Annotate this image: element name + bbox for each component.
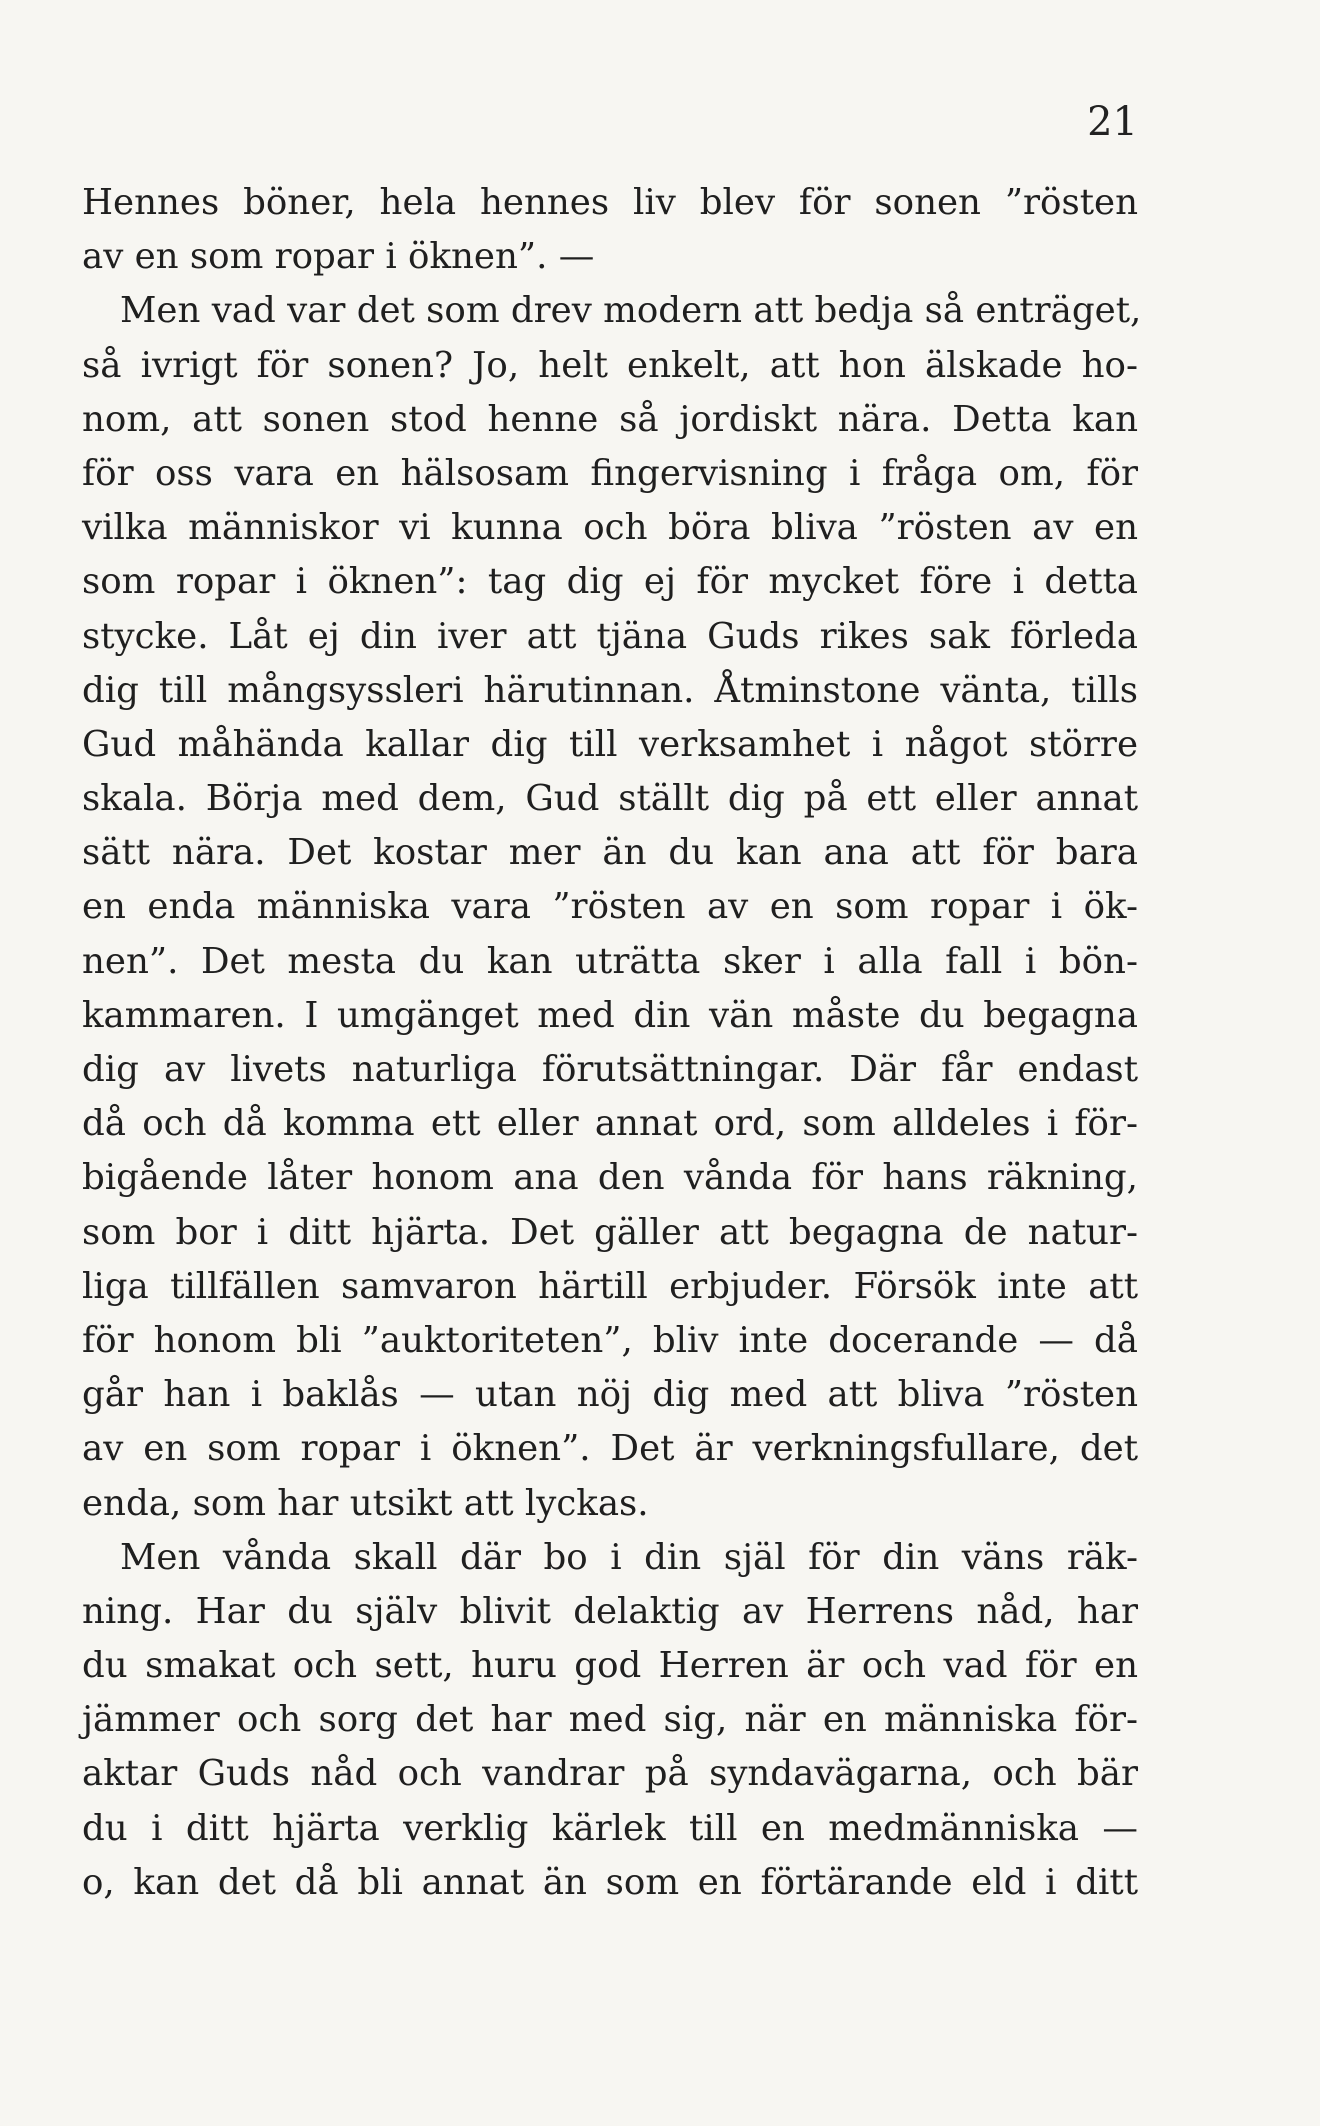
text-line: Gud måhända kallar dig till verksamhet i något större bbox=[82, 723, 1138, 765]
text-line: du i ditt hjärta verklig kärlek till en medmänniska — bbox=[82, 1807, 1138, 1849]
text-line: så ivrigt för sonen? Jo, helt enkelt, att hon älskade ho- bbox=[82, 344, 1138, 386]
text-line: enda, som har utsikt att lyckas. bbox=[82, 1482, 649, 1524]
text-line: aktar Guds nåd och vandrar på syndavägarna, och bär bbox=[82, 1753, 1138, 1795]
body-text bbox=[82, 176, 1142, 1910]
text-line: ning. Har du själv blivit delaktig av Herrens nåd, har bbox=[82, 1590, 1138, 1632]
text-line: för oss vara en hälsosam fingervisning i fråga om, för bbox=[82, 452, 1138, 494]
text-line: Men vad var det som drev modern att bedja så enträget, bbox=[120, 290, 1142, 332]
text-line: av en som ropar i öknen”. Det är verkningsfullare, det bbox=[82, 1428, 1138, 1470]
text-line: nen”. Det mesta du kan uträtta sker i alla fall i bön- bbox=[82, 940, 1138, 982]
text-line: bigående låter honom ana den vånda för hans räkning, bbox=[82, 1157, 1138, 1199]
text-line: för honom bli ”auktoriteten”, bliv inte docerande — då bbox=[82, 1319, 1138, 1361]
text-line: dig av livets naturliga förutsättningar. Där får endast bbox=[82, 1049, 1138, 1090]
text-line: du smakat och sett, huru god Herren är och vad för en bbox=[82, 1645, 1138, 1687]
text-line: dig till mångsyssleri härutinnan. Åtminstone vänta, tills bbox=[82, 669, 1138, 711]
text-line: en enda människa vara ”rösten av en som ropar i ök- bbox=[82, 886, 1138, 928]
text-line: liga tillfällen samvaron härtill erbjuder. Försök inte att bbox=[82, 1265, 1138, 1307]
text-line: som bor i ditt hjärta. Det gäller att begagna de natur- bbox=[82, 1211, 1138, 1253]
page-number: 21 bbox=[1087, 99, 1138, 145]
text-line: då och då komma ett eller annat ord, som alldeles i för- bbox=[82, 1103, 1138, 1145]
text-line: kammaren. I umgänget med din vän måste du begagna bbox=[82, 994, 1138, 1036]
text-line: av en som ropar i öknen”. — bbox=[82, 236, 595, 278]
text-line: Hennes böner, hela hennes liv blev för sonen ”rösten bbox=[82, 182, 1138, 223]
text-line: stycke. Låt ej din iver att tjäna Guds rikes sak förleda bbox=[82, 615, 1138, 657]
text-line: som ropar i öknen”: tag dig ej för mycket före i detta bbox=[82, 561, 1138, 603]
text-line: jämmer och sorg det har med sig, när en människa för- bbox=[82, 1699, 1138, 1741]
text-line: vilka människor vi kunna och böra bliva ”rösten av en bbox=[82, 507, 1138, 549]
text-line: sätt nära. Det kostar mer än du kan ana att för bara bbox=[82, 832, 1138, 874]
text-line: nom, att sonen stod henne så jordiskt nära. Detta kan bbox=[82, 398, 1138, 440]
text-line: Men vånda skall där bo i din själ för din väns räk- bbox=[120, 1536, 1138, 1578]
text-line: o, kan det då bli annat än som en förtärande eld i ditt bbox=[82, 1861, 1138, 1903]
text-line: skala. Börja med dem, Gud ställt dig på ett eller annat bbox=[82, 778, 1138, 820]
text-line: går han i baklås — utan nöj dig med att bliva ”rösten bbox=[82, 1374, 1138, 1416]
